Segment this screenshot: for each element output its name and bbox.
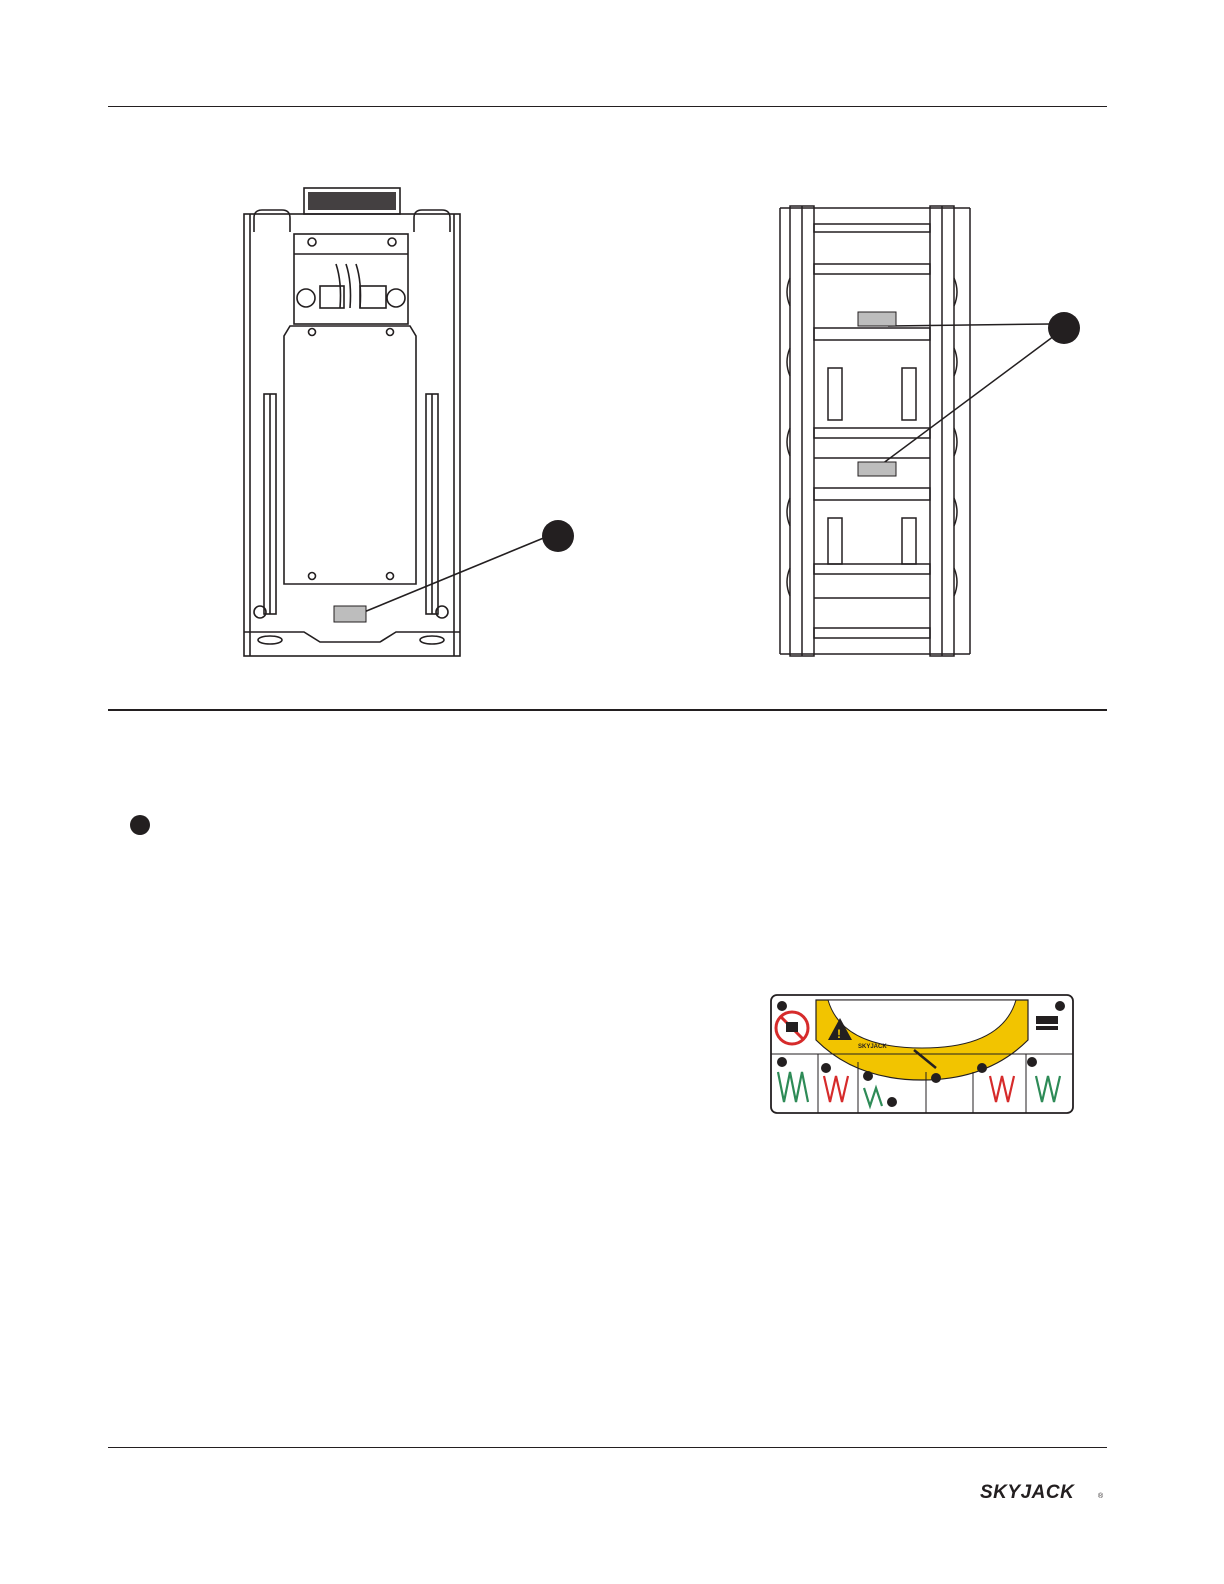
decal-logo: SKYJACK: [858, 1044, 887, 1050]
skyjack-logo: [978, 1478, 1108, 1504]
footer-rule: [108, 1447, 1107, 1448]
scissor-stack-top-view-figure: [770, 198, 1100, 660]
header-rule: [108, 106, 1107, 107]
chassis-top-view-figure: [230, 180, 580, 660]
registered-mark: ®: [1098, 1493, 1104, 1500]
callout-bullet-icon: [130, 815, 150, 835]
brand-logo-text: SKYJACK: [980, 1482, 1075, 1503]
section-rule: [108, 709, 1107, 711]
callout-bullet-icon: [542, 520, 574, 552]
callout-bullet-icon: [1048, 312, 1080, 344]
svg-text:!: !: [837, 1027, 841, 1041]
lift-decal-illustration: [768, 992, 1076, 1116]
